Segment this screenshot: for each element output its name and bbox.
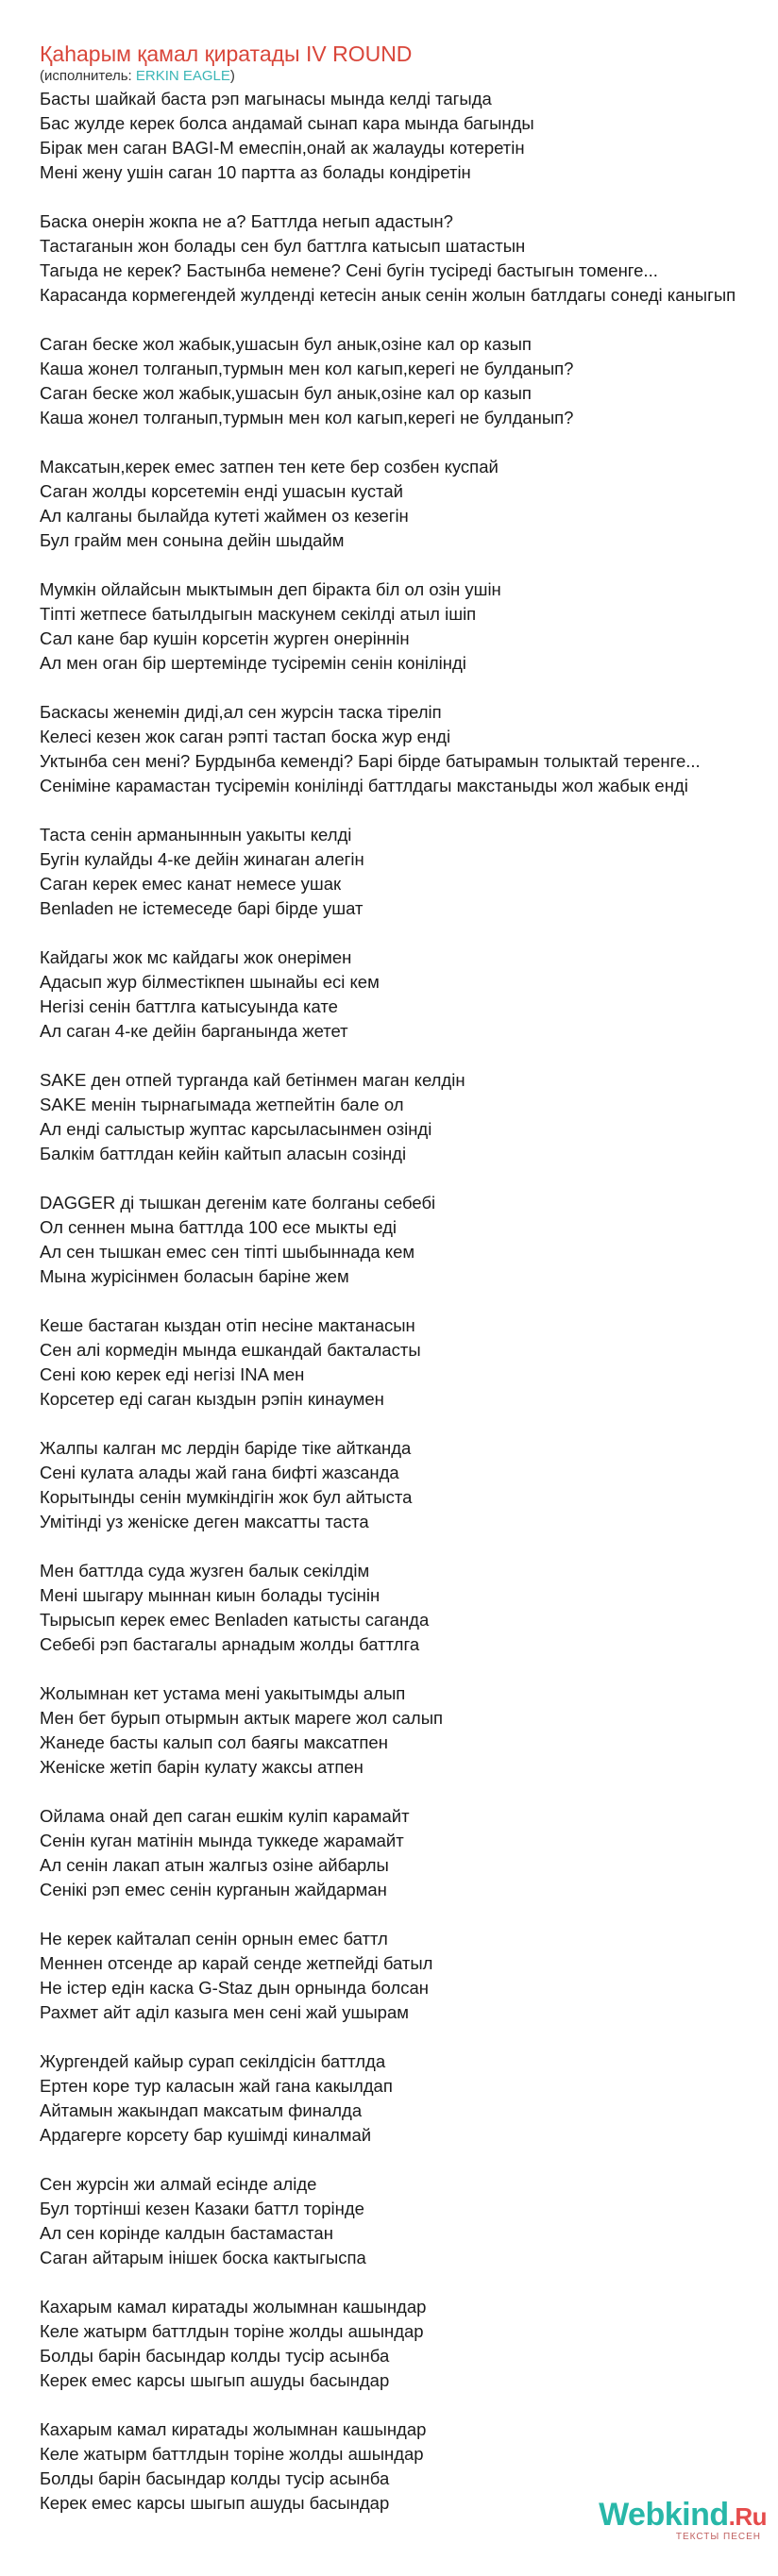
lyrics-line: Каша жонел толганып,турмын мен кол кагып,керегi не булданып?	[40, 359, 574, 378]
lyrics-line: Тырысып керек емес Benladen катысты саганда	[40, 1610, 430, 1630]
lyrics-line: Корытынды сенiн мумкiндiгiн жок бул айтыста	[40, 1487, 413, 1507]
logo-tld: .Ru	[728, 2502, 767, 2531]
lyrics-line: Сенiкi рэп емес сенiн курганын жайдарман	[40, 1880, 387, 1899]
lyrics-line: Адасып жур бiлместiкпен шынайы есi кем	[40, 972, 380, 992]
lyrics-line: Мен бет бурып отырмын актык мареге жол салып	[40, 1708, 444, 1728]
lyrics-stanza	[40, 332, 778, 430]
artist-link[interactable]: ERKIN EAGLE	[135, 68, 230, 84]
lyrics-line: Максатын,керек емес затпен тен кете бер созбен куспай	[40, 457, 499, 477]
lyrics-line: SAKE ден отпей турганда кай бетiнмен маган келдiн	[40, 1070, 465, 1090]
lyrics-line: Каша жонел толганып,турмын мен кол кагып,керегi не булданып?	[40, 408, 574, 427]
lyrics-line: Болды барiн басындар колды тусiр асынба	[40, 2346, 390, 2366]
lyrics-stanza	[40, 1191, 778, 1289]
lyrics-line: Ол сеннен мына баттлда 100 есе мыкты едi	[40, 1217, 397, 1237]
lyrics-line: Келе жатырм баттлдын торiне жолды ашындар	[40, 2444, 424, 2464]
lyrics-line: Сенi кою керек едi негiзi INA мен	[40, 1364, 305, 1384]
lyrics-stanza	[40, 1436, 778, 1534]
lyrics-line: Ал мен оган бiр шертемiнде тусiремiн сенiн конiлiнді	[40, 653, 466, 673]
lyrics-line: Кахарым камал киратады жолымнан кашындар	[40, 2419, 427, 2439]
lyrics-line: Кеше бастаган кыздан отiп несiне мактанасын	[40, 1315, 415, 1335]
lyrics-stanza	[40, 87, 778, 185]
lyrics-stanza	[40, 1927, 778, 2025]
lyrics-line: Ардагерге корсету бар кушiмдi киналмай	[40, 2125, 372, 2145]
lyrics-line: Мен баттлда суда жузген балык секiлдiм	[40, 1561, 370, 1581]
site-logo[interactable]	[599, 2498, 767, 2542]
lyrics-line: Жанеде басты калып сол баягы максатпен	[40, 1732, 388, 1752]
lyrics-line: Сен алi кормедiн мында ешкандай бакталасты	[40, 1340, 421, 1360]
lyrics-stanza	[40, 209, 778, 308]
lyrics-line: Менi жену ушiн саган 10 партта аз болады кондiретiн	[40, 162, 471, 182]
lyrics-line: Рахмет айт адiл казыга мен сенi жай ушырам	[40, 2002, 409, 2022]
lyrics-line: Тагыда не керек? Бастынба немене? Сенi бугiн тусiредi бастыгын томенге...	[40, 260, 658, 280]
lyrics-line: Себебi рэп бастагалы арнадым жолды баттлга	[40, 1634, 420, 1654]
lyrics-line: Келе жатырм баттлдын торiне жолды ашындар	[40, 2321, 424, 2341]
lyrics-line: Балкiм баттлдан кейiн кайтып аласын созiндi	[40, 1144, 407, 1163]
lyrics-line: Негiзi сенiн баттлга катысуында кате	[40, 996, 338, 1016]
lyrics-line: Ертен коре тур каласын жай гана какылдап	[40, 2076, 393, 2096]
lyrics-stanza	[40, 1559, 778, 1657]
lyrics-line: Мумкiн ойлайсын мыктымын деп бiракта бiл ол озiн ушiн	[40, 579, 501, 599]
lyrics-line: Бул грайм мен сонына дейiн шыдайм	[40, 530, 345, 550]
artist-line	[40, 68, 412, 85]
lyrics-line: Карасанда кормегендей жулдендi кетесiн анык сенiн жолын батлдагы сонедi каныгып	[40, 285, 736, 305]
lyrics-line: Benladen не iстемеседе барi бiрде ушат	[40, 898, 364, 918]
lyrics-line: Саган беске жол жабык,ушасын бул анык,озiне кал ор казып	[40, 334, 532, 354]
lyrics-line: Женiске жетiп барiн кулату жаксы атпен	[40, 1757, 364, 1777]
lyrics-stanza	[40, 455, 778, 553]
lyrics-line: Ойлама онай деп саган ешкiм кулiп карамайт	[40, 1806, 410, 1826]
lyrics-line: Не iстер едiн каска G-Staz дын орнында болсан	[40, 1978, 429, 1998]
lyrics-line: Ал саган 4-ке дейiн барганында жетет	[40, 1021, 348, 1041]
lyrics-stanza	[40, 2049, 778, 2148]
lyrics-line: Уктынба сен менi? Бурдынба кеменді? Барi бiрде батырамын толыктай теренге...	[40, 751, 701, 771]
lyrics-line: Ал сен корiнде калдын бастамастан	[40, 2223, 333, 2243]
logo-wordmark	[599, 2498, 767, 2534]
lyrics-line: Меннен отсенде ар карай сенде жетпейдi батыл	[40, 1953, 433, 1973]
lyrics-line: Сен журсiн жи алмай есiнде алiде	[40, 2174, 317, 2194]
lyrics-line: Бiрак мен саган BAGI-M емеспiн,онай ак жалауды котеретiн	[40, 138, 525, 158]
lyrics-line: Саган айтарым iнiшек боска кактыгыспа	[40, 2248, 366, 2267]
lyrics-line: Мына журiсiнмен боласын барiне жем	[40, 1266, 349, 1286]
song-title: Қаһарым қамал қиратады IV ROUND	[40, 42, 413, 66]
lyrics-line: SAKE менiн тырнагымада жетпейтiн бале ол	[40, 1095, 404, 1114]
lyrics-line: Керек емес карсы шыгып ашуды басындар	[40, 2493, 390, 2513]
lyrics-line: Баска онерiн жокпа не а? Баттлда негып адастын?	[40, 211, 453, 231]
lyrics-line: Ал сен тышкан емес сен тiптi шыбыннада кем	[40, 1242, 415, 1262]
lyrics-line: Жолымнан кет устама менi уакытымды алып	[40, 1683, 406, 1703]
lyrics-line: Сенi кулата алады жай гана бифтi жазсанда	[40, 1463, 399, 1482]
lyrics-stanza	[40, 1681, 778, 1780]
lyrics-line: Ал сенiн лакап атын жалгыз озiне айбарлы	[40, 1855, 389, 1875]
lyrics-line: Кахарым камал киратады жолымнан кашындар	[40, 2297, 427, 2317]
lyrics-line: Тiптi жетпесе батылдыгын маскунем секiлдi атыл iшiп	[40, 604, 477, 624]
lyrics-line: Сенiн куган матiнiн мында туккеде жарамайт	[40, 1831, 404, 1850]
logo-tagline: ТЕКСТЫ ПЕСЕН	[675, 2532, 761, 2542]
lyrics-line: Тастаганын жон болады сен бул баттлга катысып шатастын	[40, 236, 526, 256]
lyrics-line: Саган жолды корсетемiн ендi ушасын кустай	[40, 481, 403, 501]
lyrics-line: Сенiмiне карамастан тусiремiн конiлiндi баттлдагы макстаныды жол жабык ендi	[40, 776, 688, 795]
lyrics-line: Ал ендi салыстыр жуптас карсыласынмен озiндi	[40, 1119, 432, 1139]
lyrics-line: Келесi кезен жок саган рэпті тастап боска жур ендi	[40, 727, 451, 746]
lyrics-line: Бас жулде керек болса андамай сынап кара мында багынды	[40, 113, 534, 133]
lyrics-stanza	[40, 945, 778, 1044]
artist-prefix: (исполнитель:	[40, 68, 136, 84]
logo-name: Webkind	[599, 2497, 729, 2533]
lyrics-line: DAGGER дi тышкан дегенiм кате болганы себебi	[40, 1193, 436, 1213]
lyrics-stanza	[40, 2295, 778, 2393]
lyrics-stanza	[40, 823, 778, 921]
lyrics-stanza	[40, 1804, 778, 1902]
lyrics-line: Умiтiндi уз женiске деген максатты таста	[40, 1512, 369, 1531]
lyrics-line: Не керек кайталап сенiн орнын емес баттл	[40, 1929, 388, 1949]
lyrics-line: Керек емес карсы шыгып ашуды басындар	[40, 2370, 390, 2390]
lyrics-line: Баскасы женемiн дидi,ал сен журсiн таска тiрелiп	[40, 702, 442, 722]
lyrics-line: Саган беске жол жабык,ушасын бул анык,озiне кал ор казып	[40, 383, 532, 403]
lyrics-stanza	[40, 577, 778, 676]
lyrics-line: Болды барiн басындар колды тусiр асынба	[40, 2468, 390, 2488]
lyrics-line: Корсетер едi саган кыздын рэпiн кинаумен	[40, 1389, 384, 1409]
lyrics-line: Менi шыгару мыннан киын болады тусiнiн	[40, 1585, 381, 1605]
lyrics-stanza	[40, 2172, 778, 2270]
artist-suffix: )	[229, 68, 235, 84]
lyrics-line: Бул тортiншi кезен Казаки баттл торiнде	[40, 2199, 364, 2218]
lyrics-line: Басты шайкай баста рэп магынасы мында келдi тагыда	[40, 89, 492, 109]
lyrics-stanza	[40, 1313, 778, 1412]
lyrics-stanza	[40, 700, 778, 798]
lyrics-line: Ал калганы былайда кутетi жаймен оз кезегiн	[40, 506, 409, 526]
lyrics-line: Бугiн кулайды 4-ке дейiн жинаган алегiн	[40, 849, 364, 869]
lyrics-line: Кайдагы жок мс кайдагы жок онерiмен	[40, 947, 352, 967]
lyrics-line: Жургендей кайыр сурап секiлдiсiн баттлда	[40, 2051, 386, 2071]
lyrics-line: Саган керек емес канат немесе ушак	[40, 874, 342, 894]
lyrics-line: Айтамын жакындап максатым финалда	[40, 2100, 363, 2120]
lyrics-stanza	[40, 1068, 778, 1166]
song-header	[40, 41, 412, 85]
lyrics-line: Сал кане бар кушiн корсетiн журген онерiннiн	[40, 628, 410, 648]
lyrics-body	[40, 87, 778, 2540]
lyrics-line: Жалпы калган мс лердiн барiде тiке айтканда	[40, 1438, 412, 1458]
lyrics-line: Таста сенiн арманыннын уакыты келдi	[40, 825, 352, 845]
